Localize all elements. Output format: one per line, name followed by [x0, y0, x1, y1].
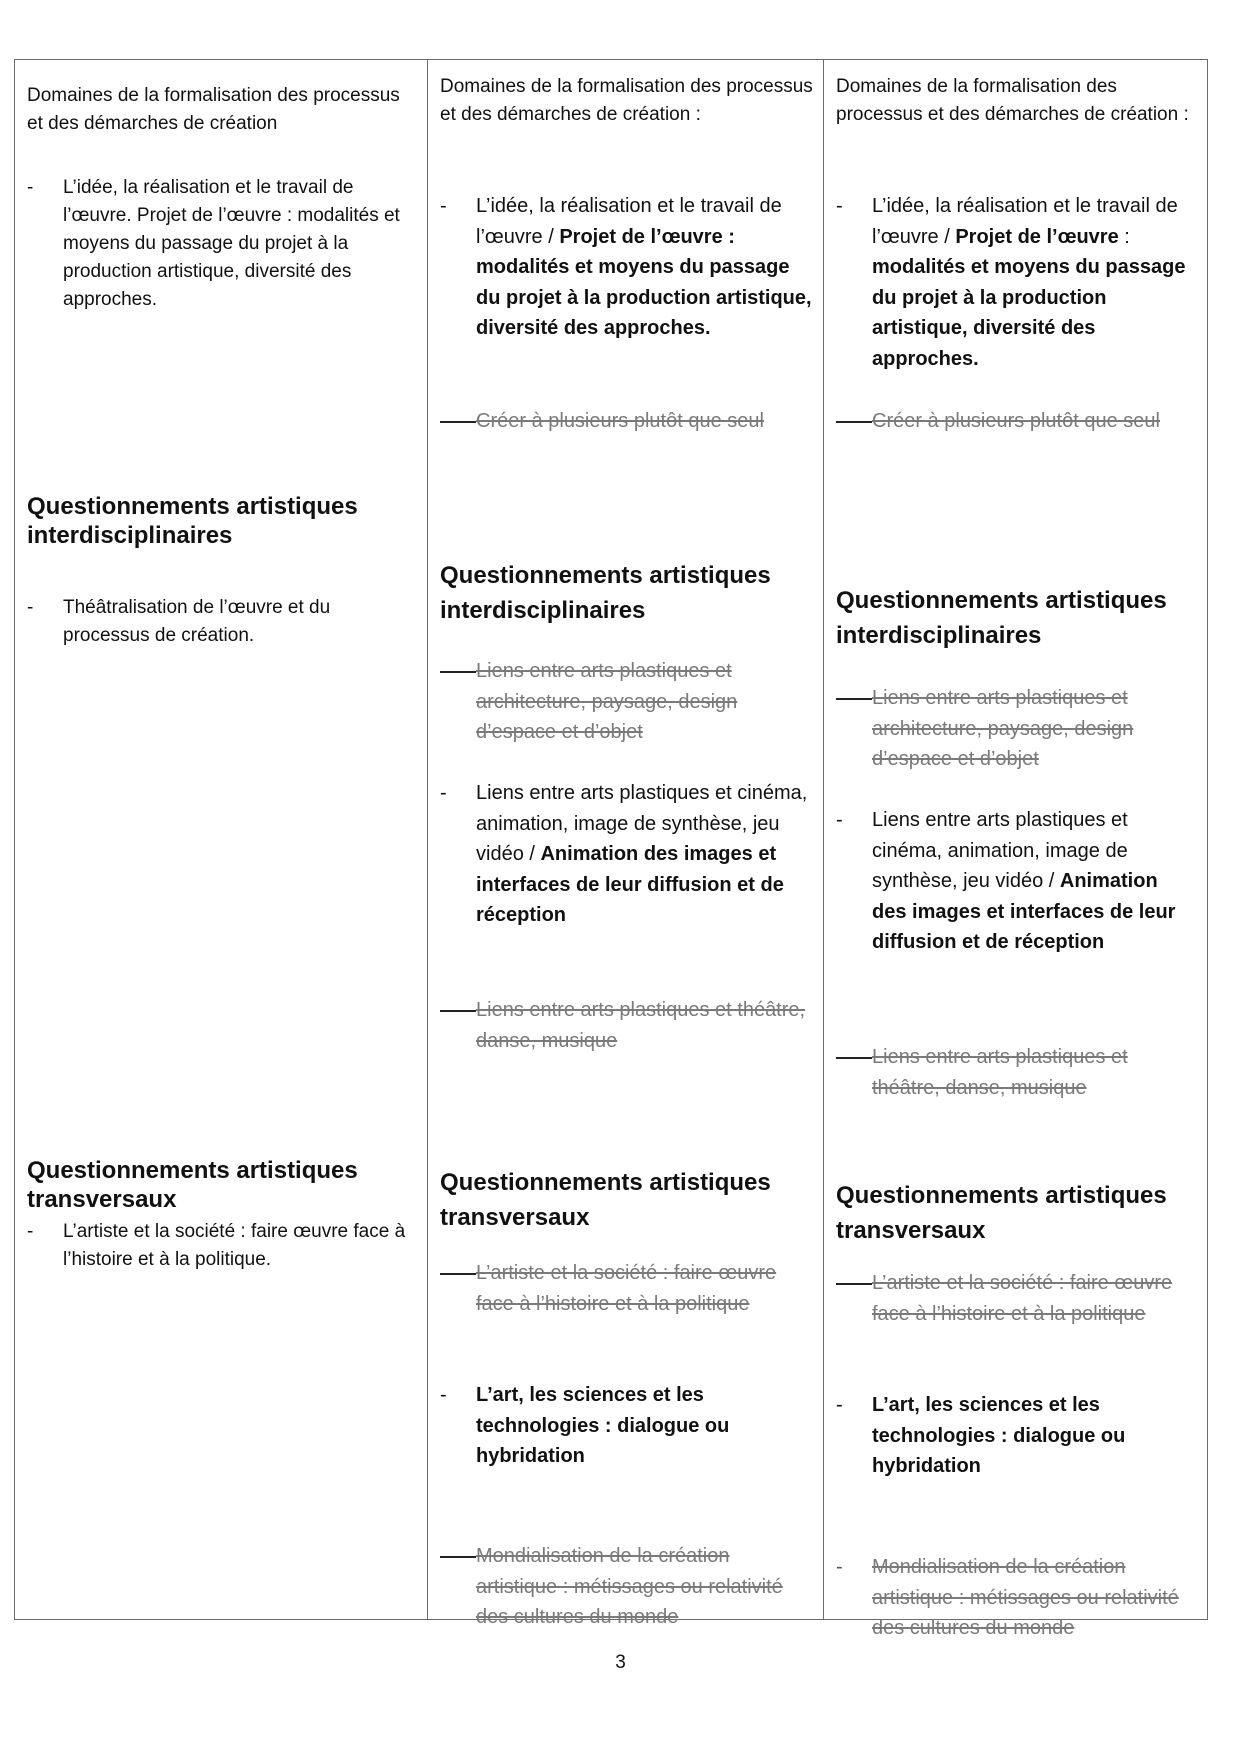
bullet-dash: - [836, 809, 843, 831]
item-text: Théâtralisation de l’œuvre et du processus de création. [63, 597, 331, 646]
list-item [440, 778, 813, 931]
item-text: : [1118, 225, 1130, 248]
struck-item [836, 683, 1197, 775]
struck-item [440, 1258, 813, 1319]
struck-item [836, 406, 1197, 437]
struck-text: Liens entre arts plastiques et architecture, paysage, design d’espace et d’objet [476, 660, 738, 743]
transversaux-heading: Questionnements artistiques transversaux [836, 1182, 1167, 1244]
item-text-bold: L’art, les sciences et les technologies : dialogue ou hybridation [476, 1384, 730, 1467]
domaines-title: Domaines de la formalisation des processus et des démarches de création [27, 85, 400, 134]
page-number: 3 [615, 1652, 626, 1673]
struck-item [836, 1042, 1197, 1103]
struck-text: Mondialisation de la création artistique : métissages ou relativité des cultures du monde [872, 1556, 1179, 1639]
struck-item [440, 406, 813, 437]
bullet-dash: - [440, 195, 447, 217]
item-text-bold: L’art, les sciences et les technologies : dialogue ou hybridation [872, 1394, 1126, 1477]
strike-dash [836, 1283, 872, 1285]
bullet-dash: - [27, 1221, 34, 1242]
struck-text: Créer à plusieurs plutôt que seul [476, 410, 764, 432]
transversaux-heading: Questionnements artistiques transversaux [440, 1169, 771, 1231]
struck-text: Liens entre arts plastiques et architecture, paysage, design d’espace et d’objet [872, 687, 1134, 770]
strike-dash [440, 671, 476, 673]
list-item [836, 805, 1197, 958]
struck-text: L’artiste et la société : faire œuvre face à l’histoire et à la politique [872, 1272, 1173, 1325]
struck-item [440, 1541, 813, 1633]
domaines-title: Domaines de la formalisation des processus et des démarches de création : [440, 76, 813, 125]
item-text: L’idée, la réalisation et le travail de l’œuvre / [476, 195, 782, 248]
bullet-dash: - [836, 1556, 843, 1578]
item-text-bold: Animation des images et interfaces de leur diffusion et de réception [872, 870, 1176, 953]
strike-dash [440, 1556, 476, 1558]
bullet-dash: - [440, 1384, 447, 1406]
item-text-bold: Animation des images et interfaces de leur diffusion et de réception [476, 843, 784, 926]
struck-item [440, 995, 813, 1056]
list-item [27, 174, 417, 314]
struck-item [440, 656, 813, 748]
item-text: Liens entre arts plastiques et cinéma, animation, image de synthèse, jeu vidéo / [476, 782, 808, 865]
interdisciplinaires-heading: Questionnements artistiques interdisciplinaires [836, 587, 1167, 649]
list-item [836, 191, 1197, 374]
list-item [27, 1218, 417, 1274]
list-item [440, 191, 813, 344]
comparison-table [14, 59, 1208, 1639]
struck-item [836, 1268, 1197, 1329]
bullet-dash: - [27, 177, 34, 198]
strike-dash [440, 421, 476, 423]
table-column-1 [15, 60, 428, 1619]
table-column-3 [824, 60, 1207, 1639]
struck-text: Liens entre arts plastiques et théâtre, danse, musique [872, 1046, 1128, 1099]
struck-text: Liens entre arts plastiques et théâtre, danse, musique [476, 999, 806, 1052]
interdisciplinaires-heading: Questionnements artistiques interdisciplinaires [27, 493, 358, 549]
struck-text: Créer à plusieurs plutôt que seul [872, 410, 1160, 432]
table-column-2 [428, 60, 824, 1628]
strike-dash [440, 1273, 476, 1275]
transversaux-heading: Questionnements artistiques transversaux [27, 1157, 358, 1213]
bullet-dash: - [836, 1394, 843, 1416]
struck-text: L’artiste et la société : faire œuvre face à l’histoire et à la politique [476, 1262, 777, 1315]
struck-item [836, 1552, 1197, 1644]
strike-dash [836, 698, 872, 700]
list-item [836, 1390, 1197, 1482]
item-text: L’idée, la réalisation et le travail de l’œuvre. Projet de l’œuvre : modalités et moyens du passage du projet à la production artistique, diversité des approches. [63, 177, 400, 310]
item-text: L’artiste et la société : faire œuvre face à l’histoire et à la politique. [63, 1221, 406, 1270]
strike-dash [440, 1010, 476, 1012]
bullet-dash: - [440, 782, 447, 804]
item-text: L’idée, la réalisation et le travail de l’œuvre / [872, 195, 1178, 248]
interdisciplinaires-heading: Questionnements artistiques interdisciplinaires [440, 562, 771, 624]
item-text-bold: Projet de l’œuvre : modalités et moyens du passage du projet à la production artistique, diversité des approches. [476, 225, 812, 339]
list-item [440, 1380, 813, 1472]
domaines-title: Domaines de la formalisation des processus et des démarches de création : [836, 76, 1189, 125]
struck-text: Mondialisation de la création artistique : métissages ou relativité des cultures du monde [476, 1545, 783, 1628]
item-text-bold: Projet de l’œuvre [955, 225, 1119, 248]
item-text: Liens entre arts plastiques et cinéma, animation, image de synthèse, jeu vidéo / [872, 809, 1128, 892]
bullet-dash: - [27, 597, 34, 618]
item-text-bold: modalités et moyens du passage du projet à la production artistique, diversité des approches. [872, 256, 1186, 370]
strike-dash [836, 421, 872, 423]
bullet-dash: - [836, 195, 843, 217]
list-item [27, 594, 417, 650]
strike-dash [836, 1057, 872, 1059]
